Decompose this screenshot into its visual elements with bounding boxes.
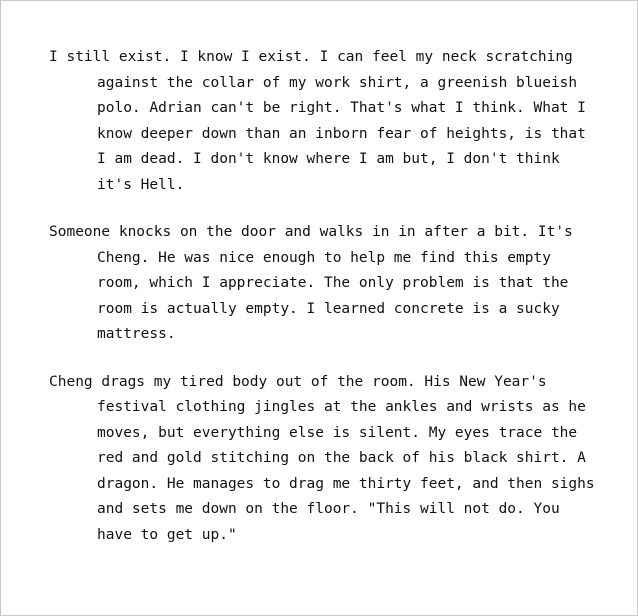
paragraph: I still exist. I know I exist. I can feel my neck scratching against the collar of my work shirt, a greenish blueish polo. Adrian can't be right. That's what I think. What I know deeper down than an inborn fear of heights, is that I am dead. I don't know where I am but, I don't think it's Hell. bbox=[49, 49, 586, 193]
paragraph: Cheng drags my tired body out of the room. His New Year's festival clothing jingles at the ankles and wrists as he moves, but everything else is silent. My eyes trace the red and gold stitching on the back of his black shirt. A dragon. He manages to drag me thirty feet, and then sighs and sets me down on the floor. "This will not do. You have to get up." bbox=[49, 373, 595, 543]
document-body bbox=[49, 45, 597, 548]
paragraph: Someone knocks on the door and walks in in after a bit. It's Cheng. He was nice enough to help me find this empty room, which I appreciate. The only problem is that the room is actually empty. I learned concrete is a sucky mattress. bbox=[49, 224, 573, 342]
